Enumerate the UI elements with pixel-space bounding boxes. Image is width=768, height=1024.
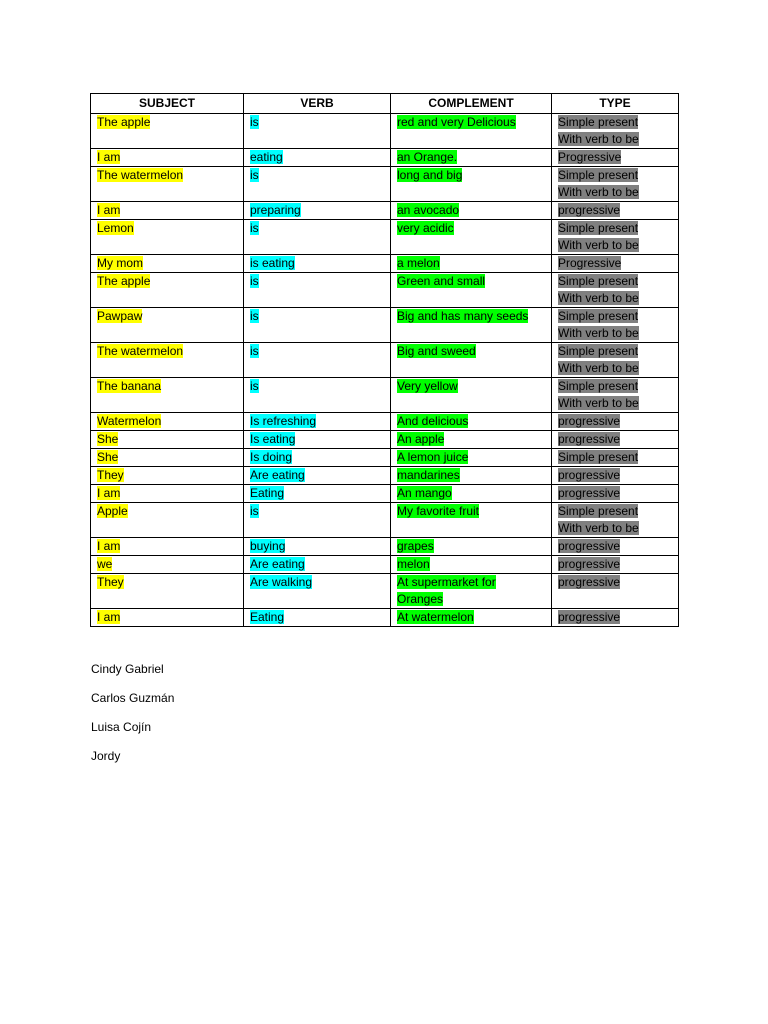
verb-text: Is refreshing xyxy=(250,414,317,428)
subject-cell xyxy=(91,556,244,574)
subject-cell xyxy=(91,538,244,556)
complement-cell xyxy=(391,467,552,485)
complement-text: Big and has many seeds xyxy=(397,309,529,323)
verb-text: Eating xyxy=(250,610,285,624)
verb-cell xyxy=(244,255,391,273)
verb-cell xyxy=(244,485,391,503)
subject-text: The watermelon xyxy=(97,168,184,182)
verb-text: preparing xyxy=(250,203,301,217)
type-text: With verb to be xyxy=(558,326,639,340)
type-cell xyxy=(552,538,679,556)
subject-cell xyxy=(91,273,244,308)
verb-cell xyxy=(244,167,391,202)
type-text: Progressive xyxy=(558,256,622,270)
verb-text: Are eating xyxy=(250,557,305,571)
author-names xyxy=(91,660,174,776)
subject-cell xyxy=(91,308,244,343)
subject-cell xyxy=(91,343,244,378)
type-text: Simple present xyxy=(558,344,639,358)
type-cell xyxy=(552,609,679,627)
header-type: TYPE xyxy=(552,94,679,114)
type-text: progressive xyxy=(558,203,621,217)
table-row xyxy=(91,149,679,167)
subject-text: I am xyxy=(97,610,121,624)
header-verb: VERB xyxy=(244,94,391,114)
type-text: progressive xyxy=(558,539,621,553)
subject-cell xyxy=(91,114,244,149)
type-cell xyxy=(552,449,679,467)
verb-cell xyxy=(244,202,391,220)
header-subject: SUBJECT xyxy=(91,94,244,114)
table-header-row xyxy=(91,94,679,114)
subject-text: Apple xyxy=(97,504,128,518)
subject-text: The watermelon xyxy=(97,344,184,358)
type-cell xyxy=(552,273,679,308)
verb-text: is xyxy=(250,168,259,182)
verb-cell xyxy=(244,273,391,308)
table-row xyxy=(91,485,679,503)
subject-text: The apple xyxy=(97,115,151,129)
type-cell xyxy=(552,413,679,431)
subject-text: They xyxy=(97,468,124,482)
subject-text: My mom xyxy=(97,256,143,270)
complement-cell xyxy=(391,413,552,431)
subject-text: I am xyxy=(97,203,121,217)
type-text: progressive xyxy=(558,486,621,500)
type-cell xyxy=(552,255,679,273)
complement-text: long and big xyxy=(397,168,463,182)
subject-text: Watermelon xyxy=(97,414,162,428)
complement-text: My favorite fruit xyxy=(397,504,480,518)
subject-cell xyxy=(91,413,244,431)
verb-text: Is eating xyxy=(250,432,296,446)
type-cell xyxy=(552,503,679,538)
verb-cell xyxy=(244,449,391,467)
type-text: progressive xyxy=(558,414,621,428)
type-text: progressive xyxy=(558,610,621,624)
type-text: With verb to be xyxy=(558,521,639,535)
subject-cell xyxy=(91,449,244,467)
type-text: Simple present xyxy=(558,221,639,235)
author-name: Luisa Cojín xyxy=(91,720,152,734)
table-row xyxy=(91,449,679,467)
complement-cell xyxy=(391,220,552,255)
verb-text: Eating xyxy=(250,486,285,500)
complement-cell xyxy=(391,114,552,149)
type-text: progressive xyxy=(558,557,621,571)
subject-text: Lemon xyxy=(97,221,134,235)
subject-cell xyxy=(91,202,244,220)
subject-cell xyxy=(91,485,244,503)
complement-text: an avocado xyxy=(397,203,460,217)
subject-text: Pawpaw xyxy=(97,309,143,323)
complement-text: mandarines xyxy=(397,468,460,482)
verb-cell xyxy=(244,378,391,413)
verb-cell xyxy=(244,609,391,627)
table-row xyxy=(91,467,679,485)
complement-cell xyxy=(391,574,552,609)
complement-text: very acidic xyxy=(397,221,454,235)
type-text: Simple present xyxy=(558,504,639,518)
complement-cell xyxy=(391,202,552,220)
table-row xyxy=(91,431,679,449)
complement-cell xyxy=(391,255,552,273)
table-row xyxy=(91,556,679,574)
subject-text: I am xyxy=(97,486,121,500)
verb-text: is xyxy=(250,379,259,393)
complement-cell xyxy=(391,503,552,538)
verb-text: is xyxy=(250,344,259,358)
verb-text: Are walking xyxy=(250,575,313,589)
type-text: With verb to be xyxy=(558,396,639,410)
subject-cell xyxy=(91,467,244,485)
type-text: progressive xyxy=(558,432,621,446)
verb-text: is xyxy=(250,274,259,288)
subject-text: I am xyxy=(97,539,121,553)
complement-cell xyxy=(391,449,552,467)
complement-text: A lemon juice xyxy=(397,450,469,464)
complement-cell xyxy=(391,343,552,378)
verb-cell xyxy=(244,503,391,538)
type-text: Simple present xyxy=(558,274,639,288)
complement-cell xyxy=(391,431,552,449)
complement-cell xyxy=(391,273,552,308)
type-cell xyxy=(552,114,679,149)
verb-text: Is doing xyxy=(250,450,293,464)
subject-text: They xyxy=(97,575,124,589)
table-row xyxy=(91,343,679,378)
type-text: Progressive xyxy=(558,150,622,164)
verb-text: is xyxy=(250,115,259,129)
complement-cell xyxy=(391,149,552,167)
type-text: With verb to be xyxy=(558,132,639,146)
verb-text: buying xyxy=(250,539,286,553)
subject-cell xyxy=(91,609,244,627)
verb-cell xyxy=(244,467,391,485)
complement-text: Very yellow xyxy=(397,379,458,393)
type-text: progressive xyxy=(558,575,621,589)
subject-cell xyxy=(91,431,244,449)
subject-cell xyxy=(91,149,244,167)
author-name: Carlos Guzmán xyxy=(91,691,175,705)
complement-text: An mango xyxy=(397,486,452,500)
type-text: progressive xyxy=(558,468,621,482)
subject-text: The banana xyxy=(97,379,162,393)
type-cell xyxy=(552,574,679,609)
header-complement: COMPLEMENT xyxy=(391,94,552,114)
table-row xyxy=(91,609,679,627)
subject-cell xyxy=(91,255,244,273)
verb-cell xyxy=(244,413,391,431)
complement-text: At supermarket for xyxy=(397,575,496,589)
subject-cell xyxy=(91,378,244,413)
type-cell xyxy=(552,220,679,255)
complement-cell xyxy=(391,308,552,343)
complement-cell xyxy=(391,538,552,556)
table-body xyxy=(91,114,679,627)
author-name: Jordy xyxy=(91,749,121,763)
table-row xyxy=(91,273,679,308)
subject-text: we xyxy=(97,557,113,571)
verb-cell xyxy=(244,308,391,343)
verb-cell xyxy=(244,343,391,378)
complement-text: At watermelon xyxy=(397,610,474,624)
verb-text: is xyxy=(250,504,259,518)
verb-cell xyxy=(244,431,391,449)
complement-text: melon xyxy=(397,557,430,571)
complement-text: Big and sweed xyxy=(397,344,476,358)
subject-text: The apple xyxy=(97,274,151,288)
verb-text: eating xyxy=(250,150,283,164)
table-row xyxy=(91,503,679,538)
verb-text: is eating xyxy=(250,256,295,270)
subject-text: I am xyxy=(97,150,121,164)
complement-text: a melon xyxy=(397,256,440,270)
verb-cell xyxy=(244,556,391,574)
type-cell xyxy=(552,149,679,167)
type-text: Simple present xyxy=(558,309,639,323)
subject-cell xyxy=(91,503,244,538)
complement-text: Green and small xyxy=(397,274,486,288)
verb-cell xyxy=(244,149,391,167)
table-row xyxy=(91,167,679,202)
complement-text: an Orange. xyxy=(397,150,458,164)
type-cell xyxy=(552,467,679,485)
type-text: With verb to be xyxy=(558,238,639,252)
subject-text: She xyxy=(97,432,119,446)
subject-cell xyxy=(91,220,244,255)
grammar-table xyxy=(90,93,679,627)
complement-text: And delicious xyxy=(397,414,469,428)
table-row xyxy=(91,574,679,609)
verb-cell xyxy=(244,538,391,556)
complement-cell xyxy=(391,167,552,202)
verb-cell xyxy=(244,114,391,149)
complement-text: red and very Delicious xyxy=(397,115,516,129)
table-row xyxy=(91,538,679,556)
table-row xyxy=(91,413,679,431)
type-text: Simple present xyxy=(558,168,639,182)
type-cell xyxy=(552,343,679,378)
table-row xyxy=(91,308,679,343)
type-text: With verb to be xyxy=(558,291,639,305)
type-cell xyxy=(552,308,679,343)
verb-text: Are eating xyxy=(250,468,305,482)
type-cell xyxy=(552,485,679,503)
verb-cell xyxy=(244,574,391,609)
complement-text: grapes xyxy=(397,539,434,553)
type-text: Simple present xyxy=(558,115,639,129)
table-row xyxy=(91,202,679,220)
verb-text: is xyxy=(250,309,259,323)
subject-cell xyxy=(91,574,244,609)
table-row xyxy=(91,114,679,149)
complement-cell xyxy=(391,485,552,503)
complement-cell xyxy=(391,378,552,413)
verb-text: is xyxy=(250,221,259,235)
table-row xyxy=(91,255,679,273)
complement-text: Oranges xyxy=(397,592,444,606)
complement-cell xyxy=(391,609,552,627)
type-cell xyxy=(552,378,679,413)
type-text: With verb to be xyxy=(558,361,639,375)
complement-text: An apple xyxy=(397,432,445,446)
type-text: Simple present xyxy=(558,450,639,464)
verb-cell xyxy=(244,220,391,255)
author-name: Cindy Gabriel xyxy=(91,662,164,676)
type-cell xyxy=(552,431,679,449)
subject-text: She xyxy=(97,450,119,464)
type-cell xyxy=(552,556,679,574)
complement-cell xyxy=(391,556,552,574)
subject-cell xyxy=(91,167,244,202)
type-cell xyxy=(552,167,679,202)
type-cell xyxy=(552,202,679,220)
table-row xyxy=(91,220,679,255)
type-text: Simple present xyxy=(558,379,639,393)
table-row xyxy=(91,378,679,413)
type-text: With verb to be xyxy=(558,185,639,199)
